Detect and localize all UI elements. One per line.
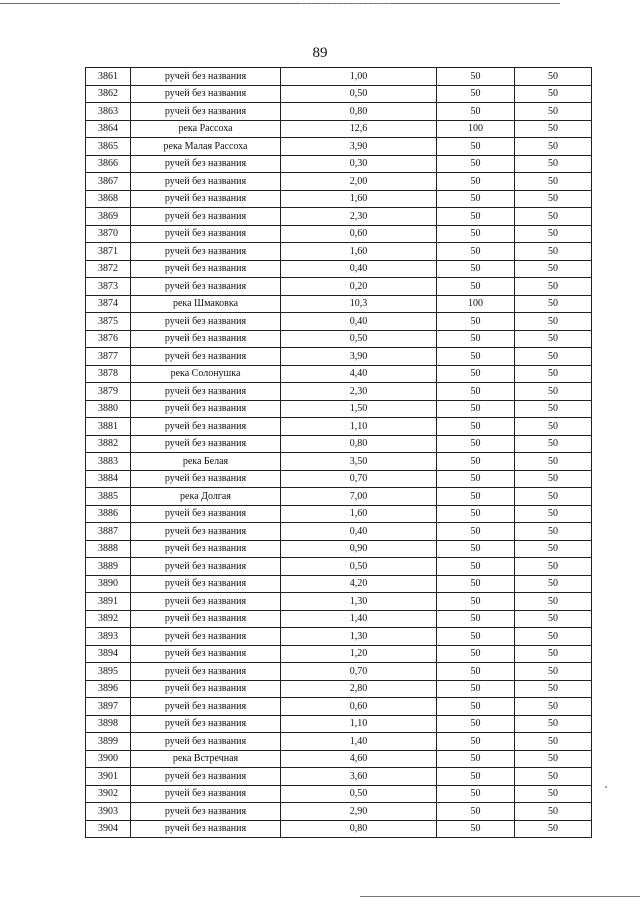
water-body-name-cell: ручей без названия: [131, 505, 281, 523]
water-body-name-cell: ручей без названия: [131, 628, 281, 646]
length-cell: 1,10: [281, 715, 437, 733]
row-number-cell: 3867: [86, 173, 131, 191]
table-row: [86, 418, 592, 436]
strip-width-cell: 50: [515, 120, 592, 138]
table-row: [86, 120, 592, 138]
row-number-cell: 3890: [86, 575, 131, 593]
strip-width-cell: 50: [515, 610, 592, 628]
table-row: [86, 68, 592, 86]
length-cell: 0,80: [281, 103, 437, 121]
strip-width-cell: 50: [515, 103, 592, 121]
zone-width-cell: 50: [437, 383, 515, 401]
length-cell: 1,30: [281, 593, 437, 611]
row-number-cell: 3888: [86, 540, 131, 558]
row-number-cell: 3876: [86, 330, 131, 348]
table-row: [86, 295, 592, 313]
length-cell: 1,30: [281, 628, 437, 646]
table-row: [86, 85, 592, 103]
table-row: [86, 698, 592, 716]
zone-width-cell: 50: [437, 715, 515, 733]
water-body-name-cell: ручей без названия: [131, 68, 281, 86]
length-cell: 4,20: [281, 575, 437, 593]
length-cell: 0,30: [281, 155, 437, 173]
row-number-cell: 3886: [86, 505, 131, 523]
table-row: [86, 208, 592, 226]
scan-edge-dash-top: [300, 3, 390, 4]
table-row: [86, 488, 592, 506]
length-cell: 10,3: [281, 295, 437, 313]
length-cell: 3,60: [281, 768, 437, 786]
row-number-cell: 3898: [86, 715, 131, 733]
row-number-cell: 3879: [86, 383, 131, 401]
row-number-cell: 3893: [86, 628, 131, 646]
water-body-name-cell: ручей без названия: [131, 435, 281, 453]
strip-width-cell: 50: [515, 313, 592, 331]
strip-width-cell: 50: [515, 645, 592, 663]
row-number-cell: 3873: [86, 278, 131, 296]
zone-width-cell: 50: [437, 680, 515, 698]
scan-edge-line-bottom: [360, 896, 640, 897]
strip-width-cell: 50: [515, 803, 592, 821]
length-cell: 3,90: [281, 138, 437, 156]
row-number-cell: 3861: [86, 68, 131, 86]
length-cell: 1,20: [281, 645, 437, 663]
water-body-name-cell: ручей без названия: [131, 330, 281, 348]
length-cell: 4,60: [281, 750, 437, 768]
row-number-cell: 3881: [86, 418, 131, 436]
zone-width-cell: 50: [437, 243, 515, 261]
row-number-cell: 3870: [86, 225, 131, 243]
strip-width-cell: 50: [515, 155, 592, 173]
zone-width-cell: 50: [437, 260, 515, 278]
length-cell: 0,50: [281, 85, 437, 103]
zone-width-cell: 50: [437, 505, 515, 523]
zone-width-cell: 50: [437, 453, 515, 471]
row-number-cell: 3871: [86, 243, 131, 261]
length-cell: 1,50: [281, 400, 437, 418]
zone-width-cell: 50: [437, 155, 515, 173]
length-cell: 0,70: [281, 470, 437, 488]
zone-width-cell: 50: [437, 138, 515, 156]
table-row: [86, 173, 592, 191]
strip-width-cell: 50: [515, 733, 592, 751]
water-body-name-cell: ручей без названия: [131, 645, 281, 663]
strip-width-cell: 50: [515, 295, 592, 313]
table-row: [86, 348, 592, 366]
strip-width-cell: 50: [515, 715, 592, 733]
length-cell: 0,80: [281, 820, 437, 838]
strip-width-cell: 50: [515, 278, 592, 296]
strip-width-cell: 50: [515, 628, 592, 646]
table-row: [86, 365, 592, 383]
strip-width-cell: 50: [515, 85, 592, 103]
strip-width-cell: 50: [515, 470, 592, 488]
strip-width-cell: 50: [515, 348, 592, 366]
length-cell: 4,40: [281, 365, 437, 383]
strip-width-cell: 50: [515, 663, 592, 681]
strip-width-cell: 50: [515, 750, 592, 768]
table-row: [86, 715, 592, 733]
water-body-name-cell: река Белая: [131, 453, 281, 471]
table-row: [86, 155, 592, 173]
strip-width-cell: 50: [515, 138, 592, 156]
length-cell: 1,10: [281, 418, 437, 436]
strip-width-cell: 50: [515, 365, 592, 383]
strip-width-cell: 50: [515, 260, 592, 278]
row-number-cell: 3864: [86, 120, 131, 138]
strip-width-cell: 50: [515, 540, 592, 558]
length-cell: 0,40: [281, 313, 437, 331]
row-number-cell: 3887: [86, 523, 131, 541]
strip-width-cell: 50: [515, 488, 592, 506]
row-number-cell: 3878: [86, 365, 131, 383]
strip-width-cell: 50: [515, 208, 592, 226]
zone-width-cell: 50: [437, 435, 515, 453]
row-number-cell: 3875: [86, 313, 131, 331]
length-cell: 0,60: [281, 698, 437, 716]
row-number-cell: 3896: [86, 680, 131, 698]
table-row: [86, 225, 592, 243]
water-body-name-cell: ручей без названия: [131, 173, 281, 191]
water-body-name-cell: ручей без названия: [131, 593, 281, 611]
strip-width-cell: 50: [515, 225, 592, 243]
water-body-name-cell: река Долгая: [131, 488, 281, 506]
length-cell: 0,80: [281, 435, 437, 453]
zone-width-cell: 50: [437, 418, 515, 436]
length-cell: 3,90: [281, 348, 437, 366]
zone-width-cell: 50: [437, 190, 515, 208]
table-row: [86, 803, 592, 821]
zone-width-cell: 100: [437, 120, 515, 138]
length-cell: 12,6: [281, 120, 437, 138]
strip-width-cell: 50: [515, 383, 592, 401]
table-row: [86, 628, 592, 646]
row-number-cell: 3882: [86, 435, 131, 453]
zone-width-cell: 50: [437, 523, 515, 541]
zone-width-cell: 50: [437, 68, 515, 86]
strip-width-cell: 50: [515, 418, 592, 436]
water-body-name-cell: река Встречная: [131, 750, 281, 768]
water-body-name-cell: ручей без названия: [131, 225, 281, 243]
table-row: [86, 540, 592, 558]
length-cell: 0,40: [281, 260, 437, 278]
length-cell: 1,60: [281, 243, 437, 261]
zone-width-cell: 50: [437, 488, 515, 506]
water-body-name-cell: ручей без названия: [131, 260, 281, 278]
row-number-cell: 3904: [86, 820, 131, 838]
table-row: [86, 733, 592, 751]
row-number-cell: 3895: [86, 663, 131, 681]
strip-width-cell: 50: [515, 505, 592, 523]
length-cell: 2,30: [281, 383, 437, 401]
length-cell: 0,40: [281, 523, 437, 541]
table-row: [86, 313, 592, 331]
row-number-cell: 3897: [86, 698, 131, 716]
water-body-name-cell: ручей без названия: [131, 733, 281, 751]
table-row: [86, 278, 592, 296]
strip-width-cell: 50: [515, 453, 592, 471]
zone-width-cell: 50: [437, 803, 515, 821]
table-row: [86, 470, 592, 488]
row-number-cell: 3891: [86, 593, 131, 611]
row-number-cell: 3862: [86, 85, 131, 103]
water-body-name-cell: ручей без названия: [131, 558, 281, 576]
length-cell: 1,40: [281, 733, 437, 751]
water-body-name-cell: ручей без названия: [131, 575, 281, 593]
table-row: [86, 138, 592, 156]
table-row: [86, 593, 592, 611]
length-cell: 2,80: [281, 680, 437, 698]
strip-width-cell: 50: [515, 575, 592, 593]
water-body-name-cell: ручей без названия: [131, 383, 281, 401]
length-cell: 2,30: [281, 208, 437, 226]
table-row: [86, 750, 592, 768]
strip-width-cell: 50: [515, 190, 592, 208]
water-body-name-cell: ручей без названия: [131, 715, 281, 733]
water-body-name-cell: река Рассоха: [131, 120, 281, 138]
water-body-name-cell: ручей без названия: [131, 768, 281, 786]
water-body-name-cell: ручей без названия: [131, 85, 281, 103]
row-number-cell: 3877: [86, 348, 131, 366]
water-body-name-cell: ручей без названия: [131, 820, 281, 838]
table-row: [86, 645, 592, 663]
row-number-cell: 3900: [86, 750, 131, 768]
water-body-name-cell: ручей без названия: [131, 190, 281, 208]
row-number-cell: 3865: [86, 138, 131, 156]
page-number: 89: [312, 45, 328, 61]
zone-width-cell: 50: [437, 208, 515, 226]
row-number-cell: 3902: [86, 785, 131, 803]
table-body: [86, 68, 592, 838]
row-number-cell: 3869: [86, 208, 131, 226]
water-body-name-cell: ручей без названия: [131, 785, 281, 803]
water-body-name-cell: ручей без названия: [131, 243, 281, 261]
table-row: [86, 330, 592, 348]
water-body-name-cell: ручей без названия: [131, 470, 281, 488]
length-cell: 0,70: [281, 663, 437, 681]
table-row: [86, 768, 592, 786]
strip-width-cell: 50: [515, 400, 592, 418]
strip-width-cell: 50: [515, 523, 592, 541]
length-cell: 1,60: [281, 190, 437, 208]
zone-width-cell: 100: [437, 295, 515, 313]
row-number-cell: 3880: [86, 400, 131, 418]
water-body-name-cell: река Солонушка: [131, 365, 281, 383]
zone-width-cell: 50: [437, 628, 515, 646]
table-row: [86, 820, 592, 838]
length-cell: 2,90: [281, 803, 437, 821]
table-row: [86, 663, 592, 681]
strip-width-cell: 50: [515, 698, 592, 716]
length-cell: 7,00: [281, 488, 437, 506]
length-cell: 0,50: [281, 330, 437, 348]
strip-width-cell: 50: [515, 680, 592, 698]
strip-width-cell: 50: [515, 593, 592, 611]
zone-width-cell: 50: [437, 103, 515, 121]
length-cell: 0,20: [281, 278, 437, 296]
strip-width-cell: 50: [515, 330, 592, 348]
zone-width-cell: 50: [437, 400, 515, 418]
zone-width-cell: 50: [437, 365, 515, 383]
table-row: [86, 575, 592, 593]
zone-width-cell: 50: [437, 768, 515, 786]
table-row: [86, 505, 592, 523]
water-body-name-cell: ручей без названия: [131, 155, 281, 173]
length-cell: 0,60: [281, 225, 437, 243]
strip-width-cell: 50: [515, 768, 592, 786]
length-cell: 2,00: [281, 173, 437, 191]
zone-width-cell: 50: [437, 558, 515, 576]
zone-width-cell: 50: [437, 820, 515, 838]
zone-width-cell: 50: [437, 698, 515, 716]
water-body-name-cell: ручей без названия: [131, 400, 281, 418]
table-row: [86, 610, 592, 628]
zone-width-cell: 50: [437, 610, 515, 628]
water-body-name-cell: ручей без названия: [131, 803, 281, 821]
water-body-name-cell: ручей без названия: [131, 523, 281, 541]
strip-width-cell: 50: [515, 68, 592, 86]
table-row: [86, 435, 592, 453]
row-number-cell: 3872: [86, 260, 131, 278]
length-cell: 3,50: [281, 453, 437, 471]
zone-width-cell: 50: [437, 733, 515, 751]
zone-width-cell: 50: [437, 750, 515, 768]
water-body-name-cell: ручей без названия: [131, 680, 281, 698]
row-number-cell: 3863: [86, 103, 131, 121]
water-body-name-cell: ручей без названия: [131, 698, 281, 716]
zone-width-cell: 50: [437, 645, 515, 663]
row-number-cell: 3866: [86, 155, 131, 173]
water-body-name-cell: ручей без названия: [131, 418, 281, 436]
table-row: [86, 190, 592, 208]
length-cell: 0,90: [281, 540, 437, 558]
table-row: [86, 103, 592, 121]
zone-width-cell: 50: [437, 313, 515, 331]
row-number-cell: 3885: [86, 488, 131, 506]
scan-edge-line-top: [0, 3, 560, 4]
zone-width-cell: 50: [437, 225, 515, 243]
length-cell: 1,60: [281, 505, 437, 523]
row-number-cell: 3889: [86, 558, 131, 576]
zone-width-cell: 50: [437, 470, 515, 488]
water-body-name-cell: ручей без названия: [131, 278, 281, 296]
water-body-name-cell: река Малая Рассоха: [131, 138, 281, 156]
strip-width-cell: 50: [515, 785, 592, 803]
row-number-cell: 3901: [86, 768, 131, 786]
zone-width-cell: 50: [437, 663, 515, 681]
length-cell: 0,50: [281, 785, 437, 803]
row-number-cell: 3884: [86, 470, 131, 488]
zone-width-cell: 50: [437, 540, 515, 558]
table-row: [86, 383, 592, 401]
water-body-name-cell: река Шмаковка: [131, 295, 281, 313]
row-number-cell: 3894: [86, 645, 131, 663]
strip-width-cell: 50: [515, 173, 592, 191]
water-objects-table: [85, 67, 592, 838]
row-number-cell: 3892: [86, 610, 131, 628]
table-row: [86, 243, 592, 261]
zone-width-cell: 50: [437, 785, 515, 803]
zone-width-cell: 50: [437, 593, 515, 611]
zone-width-cell: 50: [437, 330, 515, 348]
length-cell: 0,50: [281, 558, 437, 576]
length-cell: 1,40: [281, 610, 437, 628]
row-number-cell: 3883: [86, 453, 131, 471]
table-row: [86, 453, 592, 471]
row-number-cell: 3899: [86, 733, 131, 751]
water-body-name-cell: ручей без названия: [131, 663, 281, 681]
table-row: [86, 400, 592, 418]
zone-width-cell: 50: [437, 278, 515, 296]
table-row: [86, 680, 592, 698]
water-body-name-cell: ручей без названия: [131, 348, 281, 366]
zone-width-cell: 50: [437, 575, 515, 593]
water-body-name-cell: ручей без названия: [131, 103, 281, 121]
table-row: [86, 785, 592, 803]
table-row: [86, 260, 592, 278]
water-body-name-cell: ручей без названия: [131, 208, 281, 226]
zone-width-cell: 50: [437, 348, 515, 366]
row-number-cell: 3874: [86, 295, 131, 313]
water-body-name-cell: ручей без названия: [131, 313, 281, 331]
table-row: [86, 558, 592, 576]
water-body-name-cell: ручей без названия: [131, 540, 281, 558]
length-cell: 1,00: [281, 68, 437, 86]
table-row: [86, 523, 592, 541]
zone-width-cell: 50: [437, 173, 515, 191]
row-number-cell: 3903: [86, 803, 131, 821]
strip-width-cell: 50: [515, 820, 592, 838]
strip-width-cell: 50: [515, 243, 592, 261]
scan-speck: [605, 786, 607, 788]
water-body-name-cell: ручей без названия: [131, 610, 281, 628]
row-number-cell: 3868: [86, 190, 131, 208]
strip-width-cell: 50: [515, 435, 592, 453]
zone-width-cell: 50: [437, 85, 515, 103]
strip-width-cell: 50: [515, 558, 592, 576]
